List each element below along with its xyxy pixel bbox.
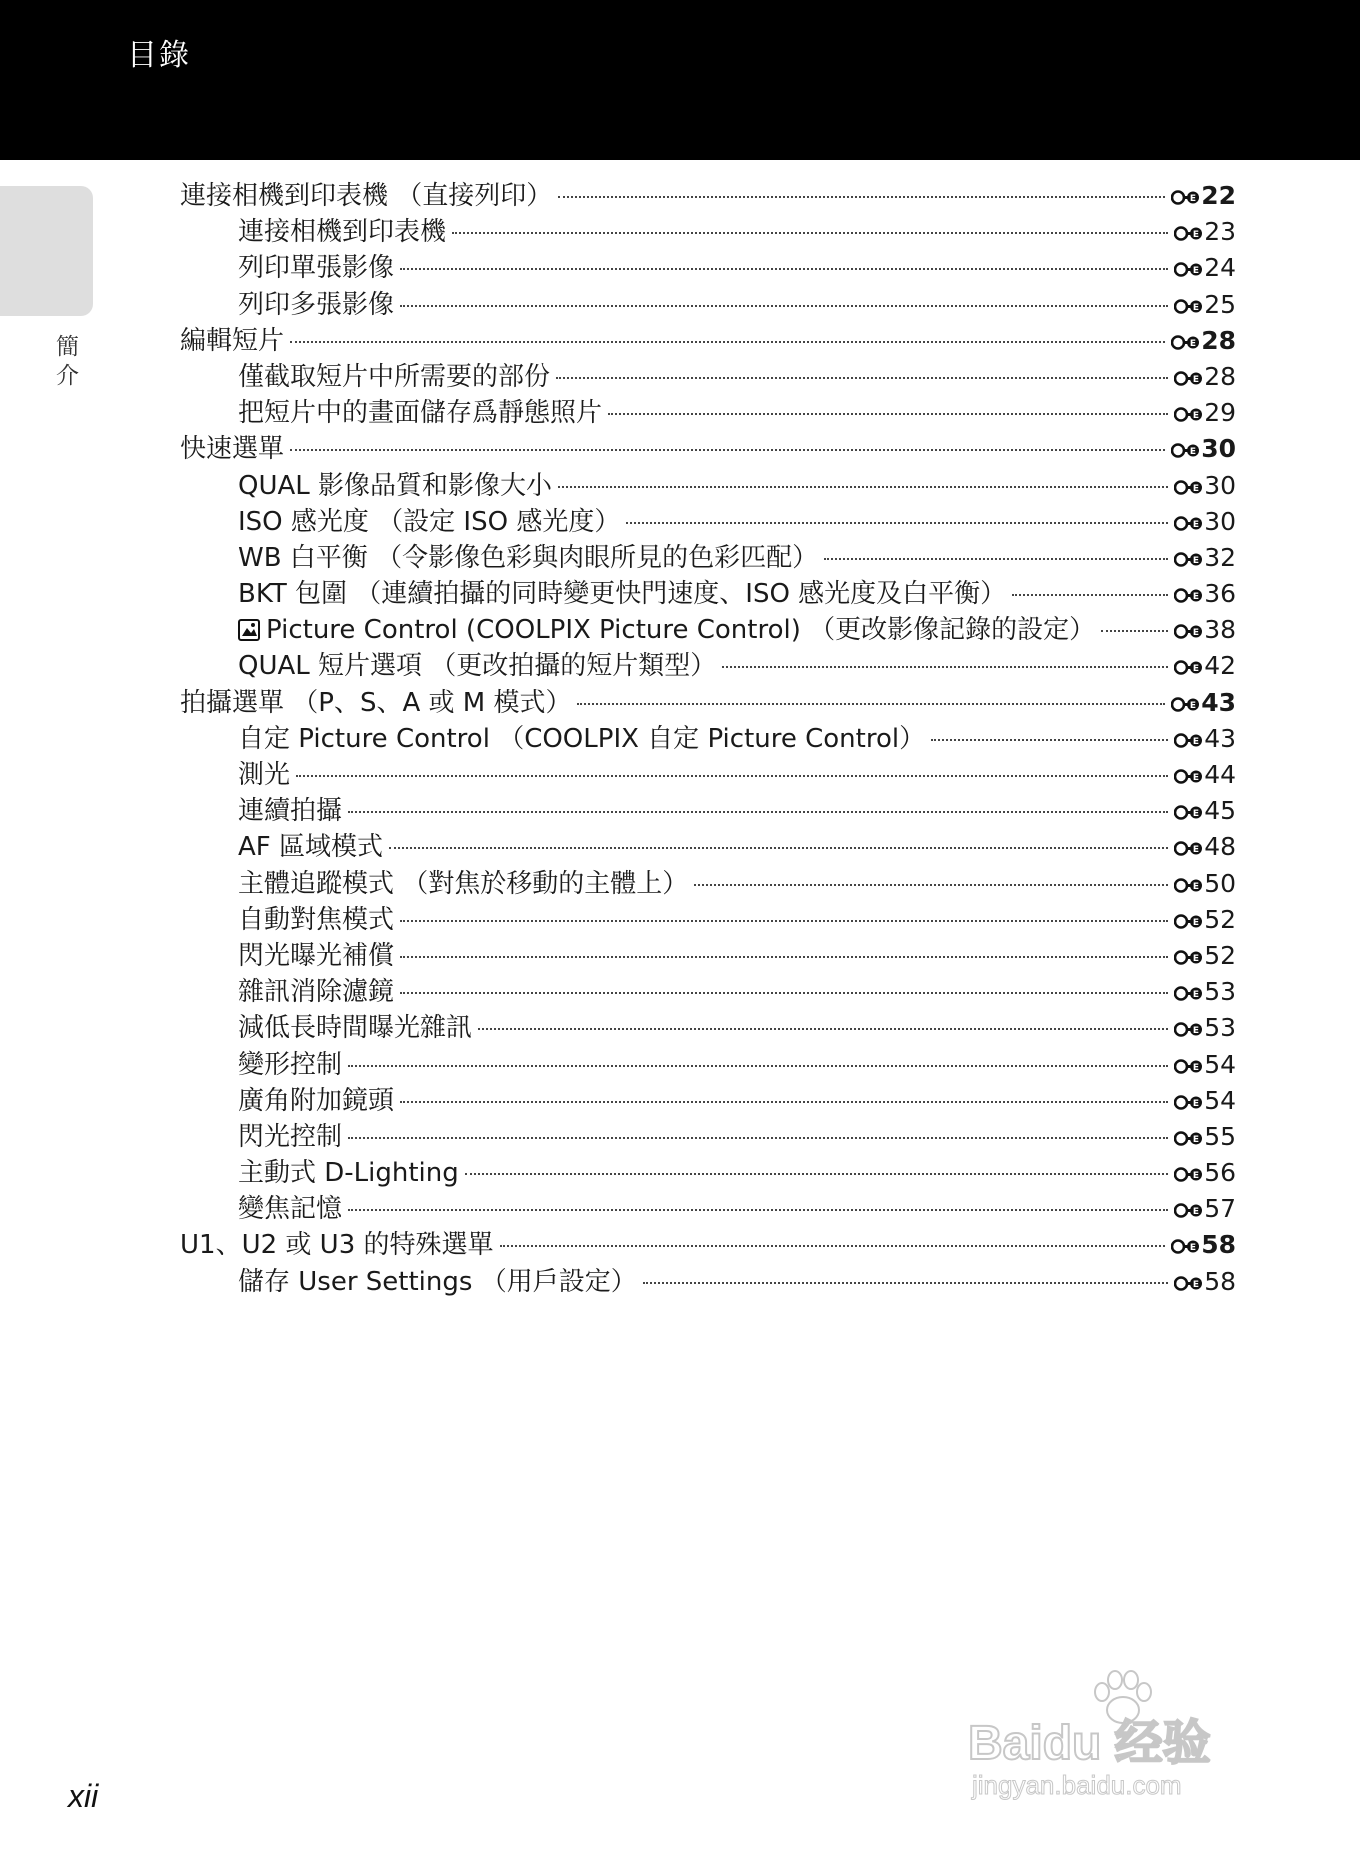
toc-entry-title xyxy=(180,685,571,721)
toc-entry[interactable] xyxy=(180,323,1236,359)
toc-page-ref xyxy=(1174,540,1236,576)
toc-page-ref xyxy=(1174,648,1236,684)
reference-section-icon xyxy=(1174,805,1203,820)
toc-entry-title xyxy=(238,576,1006,612)
reference-section-icon xyxy=(1174,914,1203,929)
toc-entry-title xyxy=(238,938,394,974)
leader-dots xyxy=(643,1282,1168,1284)
toc-entry-label: 編輯短片 xyxy=(180,325,285,356)
svg-text:E: E xyxy=(1193,374,1200,385)
toc-entry-title xyxy=(238,395,602,431)
reference-section-icon xyxy=(1174,733,1203,748)
toc-page-ref xyxy=(1174,1119,1236,1155)
toc-entry-label: BKT 包圍 （連續拍攝的同時變更快門速度、ISO 感光度及白平衡） xyxy=(238,579,1007,610)
svg-text:E: E xyxy=(1193,302,1200,313)
toc-entry-label: 閃光控制 xyxy=(238,1121,343,1152)
toc-page-number: 58 xyxy=(1204,1266,1236,1296)
toc-page-number: 30 xyxy=(1204,470,1236,500)
reference-section-icon xyxy=(1174,660,1203,675)
svg-text:E: E xyxy=(1190,338,1197,349)
toc-entry-title xyxy=(238,540,818,576)
toc-entry-title xyxy=(238,1264,637,1300)
toc-page-number: 53 xyxy=(1204,1013,1236,1043)
toc-entry-title xyxy=(180,178,552,214)
toc-page-ref xyxy=(1174,974,1236,1010)
leader-dots xyxy=(290,341,1165,343)
svg-text:E: E xyxy=(1193,1026,1200,1037)
toc-page-ref xyxy=(1174,1047,1236,1083)
leader-dots xyxy=(931,739,1168,741)
table-of-contents xyxy=(180,178,1236,1300)
toc-entry[interactable] xyxy=(180,685,1236,721)
leader-dots xyxy=(348,1065,1168,1067)
toc-entry-title xyxy=(238,468,552,504)
leader-dots xyxy=(500,1245,1166,1247)
toc-entry[interactable] xyxy=(180,1047,1236,1083)
leader-dots xyxy=(389,847,1168,849)
toc-entry[interactable] xyxy=(180,866,1236,902)
reference-section-icon xyxy=(1174,1095,1203,1110)
toc-page-number: 42 xyxy=(1204,651,1236,681)
watermark-url: jingyan.baidu.com xyxy=(972,1770,1182,1800)
toc-entry[interactable] xyxy=(180,721,1236,757)
page-number: xii xyxy=(68,1778,99,1814)
toc-entry[interactable] xyxy=(180,250,1236,286)
toc-page-number: 45 xyxy=(1204,796,1236,826)
svg-text:E: E xyxy=(1193,773,1200,783)
toc-entry-label: 連接相機到印表機 xyxy=(238,217,447,248)
toc-entry[interactable] xyxy=(180,612,1236,648)
toc-entry-label: U1、U2 或 U3 的特殊選單 xyxy=(180,1230,494,1261)
svg-text:E: E xyxy=(1193,592,1200,603)
svg-text:E: E xyxy=(1190,194,1197,204)
svg-text:E: E xyxy=(1193,628,1200,639)
toc-entry-label: 僅截取短片中所需要的部份 xyxy=(238,361,551,392)
toc-entry[interactable] xyxy=(180,974,1236,1010)
reference-section-icon xyxy=(1174,1203,1203,1218)
svg-text:E: E xyxy=(1193,736,1200,747)
toc-entry[interactable] xyxy=(180,1227,1236,1263)
toc-entry-title xyxy=(238,1010,472,1046)
leader-dots xyxy=(400,956,1168,958)
reference-section-icon xyxy=(1174,624,1203,639)
svg-text:E: E xyxy=(1193,1279,1200,1290)
section-tab-label: 簡介 xyxy=(52,334,78,392)
toc-page-number: 30 xyxy=(1201,434,1236,464)
toc-page-ref xyxy=(1174,250,1236,286)
toc-page-number: 32 xyxy=(1204,542,1236,572)
baidu-watermark xyxy=(968,1670,1288,1810)
toc-page-ref xyxy=(1174,1155,1236,1191)
toc-entry[interactable] xyxy=(180,648,1236,684)
svg-text:E: E xyxy=(1193,1098,1200,1109)
reference-section-icon xyxy=(1174,1059,1203,1074)
toc-page-number: 38 xyxy=(1204,615,1236,645)
leader-dots xyxy=(400,992,1168,994)
reference-section-icon xyxy=(1171,443,1200,458)
leader-dots xyxy=(400,305,1168,307)
leader-dots xyxy=(348,1209,1168,1211)
toc-entry-title xyxy=(238,721,925,757)
toc-page-ref xyxy=(1171,323,1236,359)
toc-entry-label: Picture Control (COOLPIX Picture Control) （更改影像記錄的設定） xyxy=(266,615,1096,646)
toc-page-ref xyxy=(1174,721,1236,757)
svg-text:E: E xyxy=(1193,881,1200,892)
toc-page-ref xyxy=(1174,359,1236,395)
toc-page-ref xyxy=(1174,866,1236,902)
svg-text:E: E xyxy=(1193,266,1200,277)
toc-page-number: 55 xyxy=(1204,1121,1236,1151)
toc-entry-label: 列印單張影像 xyxy=(238,253,395,284)
toc-page-ref xyxy=(1174,793,1236,829)
toc-page-ref xyxy=(1174,287,1236,323)
toc-page-ref xyxy=(1174,1010,1236,1046)
watermark-brand: Baidu 经验 xyxy=(968,1717,1211,1770)
toc-page-ref xyxy=(1174,938,1236,974)
reference-section-icon xyxy=(1174,1131,1203,1146)
toc-page-ref xyxy=(1174,829,1236,865)
svg-text:E: E xyxy=(1193,483,1200,494)
toc-entry-label: 主體追蹤模式 （對焦於移動的主體上） xyxy=(238,868,689,899)
toc-page-number: 28 xyxy=(1204,361,1236,391)
toc-entry-label: ISO 感光度 （設定 ISO 感光度） xyxy=(238,506,621,537)
toc-entry[interactable] xyxy=(180,178,1236,214)
toc-entry-label: 變形控制 xyxy=(238,1049,343,1080)
toc-entry[interactable] xyxy=(180,902,1236,938)
toc-entry-label: 測光 xyxy=(238,760,291,790)
toc-entry-title xyxy=(180,431,284,467)
toc-entry[interactable] xyxy=(180,1264,1236,1300)
leader-dots xyxy=(1012,594,1168,596)
toc-page-number: 50 xyxy=(1204,868,1236,898)
svg-text:E: E xyxy=(1190,700,1197,711)
reference-section-icon xyxy=(1174,878,1203,893)
toc-entry-label: 拍攝選單 （P、S、A 或 M 模式） xyxy=(180,687,572,718)
svg-text:E: E xyxy=(1193,519,1200,530)
page-title: 目錄 xyxy=(127,38,191,73)
toc-entry-title xyxy=(238,250,394,286)
toc-entry-label: 主動式 D-Lighting xyxy=(238,1158,459,1189)
svg-text:E: E xyxy=(1193,809,1200,820)
toc-entry-title xyxy=(238,1083,394,1119)
reference-section-icon xyxy=(1174,407,1203,422)
toc-entry-label: WB 白平衡 （令影像色彩與肉眼所見的色彩匹配） xyxy=(238,542,819,573)
leader-dots xyxy=(608,413,1168,415)
reference-section-icon xyxy=(1171,190,1200,205)
toc-entry-label: 閃光曝光補償 xyxy=(238,940,395,971)
toc-entry[interactable] xyxy=(180,757,1236,793)
toc-page-ref xyxy=(1174,214,1236,250)
toc-page-ref xyxy=(1171,431,1236,467)
toc-page-number: 54 xyxy=(1204,1085,1236,1115)
leader-dots xyxy=(694,884,1168,886)
reference-section-icon xyxy=(1174,516,1203,531)
reference-section-icon xyxy=(1174,262,1203,277)
leader-dots xyxy=(824,558,1168,560)
toc-entry-title xyxy=(180,1227,494,1263)
toc-entry-label: 儲存 User Settings （用戶設定） xyxy=(238,1266,637,1297)
toc-page-number: 23 xyxy=(1204,217,1236,247)
leader-dots xyxy=(556,377,1168,379)
reference-section-icon xyxy=(1174,950,1203,965)
toc-entry-title xyxy=(238,974,394,1010)
toc-entry-title xyxy=(238,287,394,323)
toc-entry-label: 廣角附加鏡頭 xyxy=(238,1085,395,1116)
reference-section-icon xyxy=(1174,1167,1203,1182)
toc-entry[interactable] xyxy=(180,540,1236,576)
toc-entry-label: 連接相機到印表機 （直接列印） xyxy=(180,181,553,211)
toc-entry-title xyxy=(238,359,550,395)
toc-entry-title xyxy=(238,757,290,793)
toc-page-number: 52 xyxy=(1204,940,1236,970)
toc-page-ref xyxy=(1174,468,1236,504)
toc-page-number: 44 xyxy=(1204,760,1236,789)
toc-entry[interactable] xyxy=(180,431,1236,467)
toc-page-number: 29 xyxy=(1204,398,1236,428)
reference-section-icon xyxy=(1171,335,1200,350)
toc-page-ref xyxy=(1174,1191,1236,1227)
reference-section-icon xyxy=(1174,1022,1203,1037)
toc-page-number: 52 xyxy=(1204,904,1236,934)
toc-entry-title xyxy=(238,829,383,865)
svg-text:E: E xyxy=(1193,845,1200,856)
leader-dots xyxy=(348,811,1168,813)
svg-text:E: E xyxy=(1193,990,1200,1001)
toc-entry[interactable] xyxy=(180,214,1236,250)
reference-section-icon xyxy=(1174,226,1203,241)
reference-section-icon xyxy=(1174,769,1203,784)
leader-dots xyxy=(1101,630,1168,632)
toc-page-ref xyxy=(1174,395,1236,431)
toc-page-number: 24 xyxy=(1204,253,1236,283)
toc-entry-title xyxy=(238,866,688,902)
reference-section-icon xyxy=(1174,841,1203,856)
toc-entry-label: 列印多張影像 xyxy=(238,289,395,320)
toc-entry-title xyxy=(180,323,284,359)
toc-entry[interactable] xyxy=(180,468,1236,504)
svg-text:E: E xyxy=(1193,230,1200,241)
toc-entry-label: 把短片中的畫面儲存爲靜態照片 xyxy=(238,398,603,429)
reference-section-icon xyxy=(1174,552,1203,567)
toc-entry-label: 快速選單 xyxy=(180,434,285,465)
toc-page-number: 56 xyxy=(1204,1158,1236,1188)
leader-dots xyxy=(465,1173,1168,1175)
picture-control-icon xyxy=(238,615,266,645)
svg-text:E: E xyxy=(1193,1207,1200,1218)
toc-entry-title xyxy=(238,1155,459,1191)
toc-entry[interactable] xyxy=(180,576,1236,612)
toc-entry-title xyxy=(238,1191,342,1227)
svg-text:E: E xyxy=(1190,1243,1197,1254)
reference-section-icon xyxy=(1174,480,1203,495)
svg-text:E: E xyxy=(1193,1171,1200,1182)
toc-page-ref xyxy=(1171,1227,1236,1263)
toc-entry-label: 變焦記憶 xyxy=(238,1194,343,1225)
toc-entry-title xyxy=(238,1047,342,1083)
svg-text:E: E xyxy=(1193,953,1200,964)
toc-entry-title xyxy=(238,902,394,938)
toc-entry-title xyxy=(238,612,1095,648)
toc-entry[interactable] xyxy=(180,938,1236,974)
toc-entry-title xyxy=(238,1119,342,1155)
toc-page-number: 43 xyxy=(1201,687,1236,717)
svg-text:E: E xyxy=(1193,1134,1200,1145)
reference-section-icon xyxy=(1174,1276,1203,1291)
toc-page-number: 53 xyxy=(1204,977,1236,1007)
toc-entry-label: 自定 Picture Control （COOLPIX 自定 Picture Control） xyxy=(238,723,926,754)
reference-section-icon xyxy=(1171,1239,1200,1254)
svg-text:E: E xyxy=(1193,917,1200,928)
leader-dots xyxy=(400,1101,1168,1103)
toc-entry-label: 自動對焦模式 xyxy=(238,904,395,935)
leader-dots xyxy=(348,1137,1168,1139)
toc-page-number: 28 xyxy=(1201,325,1236,355)
toc-entry-label: 減低長時間曝光雜訊 xyxy=(238,1013,473,1044)
toc-entry-title xyxy=(238,648,716,684)
leader-dots xyxy=(290,449,1165,451)
toc-page-number: 57 xyxy=(1204,1194,1236,1224)
toc-page-number: 48 xyxy=(1204,832,1236,862)
toc-page-ref xyxy=(1174,902,1236,938)
leader-dots xyxy=(296,775,1168,777)
toc-page-number: 58 xyxy=(1201,1230,1236,1260)
toc-page-number: 22 xyxy=(1201,181,1236,210)
svg-text:E: E xyxy=(1190,447,1197,458)
leader-dots xyxy=(400,920,1168,922)
toc-page-number: 43 xyxy=(1204,723,1236,753)
toc-entry-title xyxy=(238,504,620,540)
toc-entry[interactable] xyxy=(180,395,1236,431)
leader-dots xyxy=(400,268,1168,270)
toc-page-ref xyxy=(1174,504,1236,540)
toc-entry-title xyxy=(238,793,342,829)
reference-section-icon xyxy=(1174,588,1203,603)
toc-page-ref xyxy=(1171,178,1236,214)
svg-text:E: E xyxy=(1193,1062,1200,1073)
toc-entry[interactable] xyxy=(180,1083,1236,1119)
toc-entry[interactable] xyxy=(180,1191,1236,1227)
toc-entry-label: 雜訊消除濾鏡 xyxy=(238,977,395,1008)
toc-entry-label: AF 區域模式 xyxy=(238,832,384,863)
toc-entry[interactable] xyxy=(180,359,1236,395)
toc-page-ref xyxy=(1174,1083,1236,1119)
leader-dots xyxy=(452,232,1168,234)
page-header xyxy=(0,0,1360,160)
toc-page-ref xyxy=(1174,757,1236,793)
toc-page-ref xyxy=(1174,612,1236,648)
toc-entry[interactable] xyxy=(180,1119,1236,1155)
toc-entry-label: QUAL 短片選項 （更改拍攝的短片類型） xyxy=(238,651,717,682)
toc-page-number: 54 xyxy=(1204,1049,1236,1079)
toc-page-number: 25 xyxy=(1204,289,1236,319)
leader-dots xyxy=(478,1028,1168,1030)
svg-text:E: E xyxy=(1193,555,1200,566)
svg-text:E: E xyxy=(1193,664,1200,675)
toc-page-ref xyxy=(1174,1264,1236,1300)
leader-dots xyxy=(722,666,1168,668)
toc-entry[interactable] xyxy=(180,1010,1236,1046)
toc-page-ref xyxy=(1174,576,1236,612)
reference-section-icon xyxy=(1174,371,1203,386)
toc-entry[interactable] xyxy=(180,793,1236,829)
toc-page-number: 36 xyxy=(1204,579,1236,609)
section-tab xyxy=(0,186,93,316)
leader-dots xyxy=(577,703,1165,705)
toc-entry-title xyxy=(238,214,446,250)
reference-section-icon xyxy=(1174,986,1203,1001)
toc-page-number: 30 xyxy=(1204,506,1236,536)
toc-entry[interactable] xyxy=(180,829,1236,865)
toc-page-ref xyxy=(1171,685,1236,721)
reference-section-icon xyxy=(1174,299,1203,314)
toc-entry-label: 連續拍攝 xyxy=(238,796,343,827)
toc-entry[interactable] xyxy=(180,1155,1236,1191)
toc-entry-label: QUAL 影像品質和影像大小 xyxy=(238,470,553,501)
reference-section-icon xyxy=(1171,697,1200,712)
leader-dots xyxy=(626,522,1168,524)
leader-dots xyxy=(558,486,1168,488)
leader-dots xyxy=(558,196,1165,198)
toc-entry[interactable] xyxy=(180,287,1236,323)
svg-text:E: E xyxy=(1193,411,1200,422)
toc-entry[interactable] xyxy=(180,504,1236,540)
